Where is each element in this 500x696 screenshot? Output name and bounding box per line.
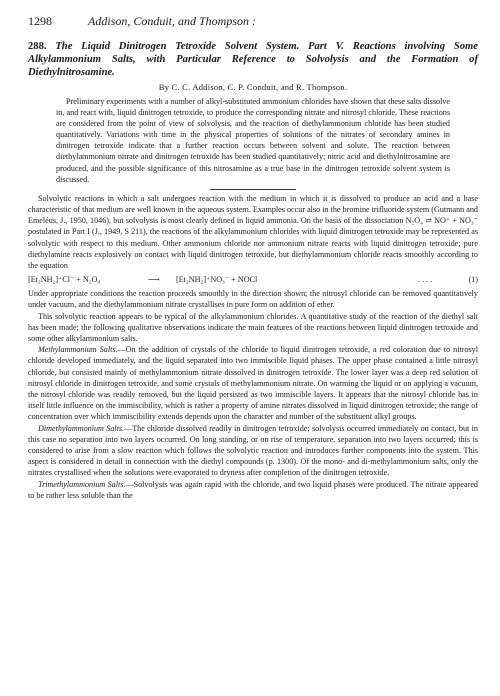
equation-dots: . . . . [418,275,433,285]
paragraph-trimethylammonium [28,479,478,501]
abstract: Preliminary experiments with a number of alkyl-substituted ammonium chlorides have shown that these salts dissolve in, and react with, liquid dinitrogen tetroxide, to produce the corresponding nitrate and nitrosyl chloride. These reactions are considered from the point of view of solvolysis, and the reaction of diethylammonium chloride has been studied quantitatively. Variations with time in the physical properties of solutions of the nitrates of secondary amines in dinitrogen tetroxide indicate that a further reaction occurs between solvent and solute. The reaction between diethylammonium nitrate and dinitrogen tetroxide has been studied quantitatively; nitric acid and diethylnitrosamine are produced, and the possible significance of this nitrosamine as a true base in the dinitrogen tetroxide solvent system is discussed. [56,97,450,184]
page-number: 1298 [28,14,52,28]
section-divider [210,189,296,190]
paragraph-methylammonium [28,344,478,422]
subsection-heading: Dimethylammonium Salts. [38,423,125,433]
equation-right: [Et₂NH₂]⁺NO₃⁻ + NOCl [176,275,258,285]
equation-left: [Et₂NH₂]⁺Cl⁻ + N₂O₄ [28,275,101,285]
paragraph-text: —Solvolysis was again rapid with the chloride, and two liquid phases were produced. The nitrate appeared to be rather less soluble than the [28,479,478,500]
running-title: Addison, Conduit, and Thompson : [88,14,257,28]
article-title [28,40,478,79]
author-line: By C. C. Addison, C. P. Conduit, and R. Thompson. [158,82,348,92]
paragraph-dimethylammonium [28,423,478,479]
subsection-heading: Methylammonium Salts. [38,345,118,355]
equation-label: (1) [468,275,478,285]
equation-arrow: ⟶ [148,275,160,285]
paragraph-intro: Solvolytic reactions in which a salt undergoes reaction with the medium in which it is dissolved to produce an acid and a base characteristic of that medium are well known in the aqueous system. Examples occur also in the bromine trifluoride system (Gutmann and Emeléus, J., 1950, 1046), but solvolysis is most clearly defined in liquid ammonia. On the basis of the dissociation N₂O₄ ⇌ NO⁺ + NO₃⁻ postulated in Part I (J., 1949, S 211), the reactions of the alkylammonium chlorides with liquid dinitrogen tetroxide may be represented as solvolytic with respect to this medium. Other ammonium chloride nor ammonium nitrate reacts with liquid dinitrogen tetroxide; pure diethylamine reacts explosively on contact with liquid dinitrogen tetroxide, but diethylammonium chloride reacts smoothly according to the equation [28,193,478,270]
subsection-heading: Trimethylammonium Salts. [38,479,126,489]
article-number: 288. [28,41,47,52]
paragraph-conditions: Under appropriate conditions the reaction proceeds smoothly in the direction shown; the nitrosyl chloride can be removed quantitatively under vacuum, and the diethylammonium nitrate crystallises in pure form on addition of ether. [28,289,478,310]
running-header [28,14,478,32]
paragraph-solvolytic: This solvolytic reaction appears to be typical of the alkylammonium chlorides. A quantitative study of the reaction of the diethyl salt has been made; the following qualitative observations indicate the main features of the reactions between liquid dinitrogen tetroxide and some other alkylammonium salts. [28,311,478,343]
paragraph-text: —On the addition of crystals of the chloride to liquid dinitrogen tetroxide, a red coloration due to nitrosyl chloride developed immediately, and the liquid separated into two immiscible liquid phases. The upper phase contained a little nitrosyl chloride, but consisted mainly of methylammonium nitrate dissolved in dinitrogen tetroxide. The lower layer was a deep red solution of nitrosyl chloride in dinitrogen tetroxide, and some crystals of methylammonium nitrate. On warming the liquid or on applying a vacuum, the nitrosyl chloride was readily removed, but the liquid persisted as two immiscible layers. It appears that the nitrosyl chloride has in itself little influence on the immiscibility, which is rather a property of amine nitrates dissolved in liquid dinitrogen tetroxide; the range of concentration over which immiscibility extends depends upon the character and number of the substituent alkyl groups. [28,345,478,422]
equation-1 [28,273,478,286]
paragraph-text: —The chloride dissolved readily in dinitrogen tetroxide; solvolysis occurred immediately on contact, but in this case no separation into two layers occurred. On long standing, or on rise of temperature, separation into two layers occurred; this is considered to arise from a slow reaction which follows the solvolytic reaction and introduces further components into the system. This aspect is considered in detail in connection with the diethyl compounds (p. 1300). Of the mono- and di-methylammonium salts, only the nitrates crystallised when the solutions were evaporated to dryness after completion of the dinitrogen tetroxide. [28,423,478,478]
article-title-text: The Liquid Dinitrogen Tetroxide Solvent System. Part V. Reactions involving Some Alkylammonium Salts, with Particular Reference to Solvolysis and the Formation of Diethylnitrosamine. [28,41,478,78]
page [28,14,478,501]
